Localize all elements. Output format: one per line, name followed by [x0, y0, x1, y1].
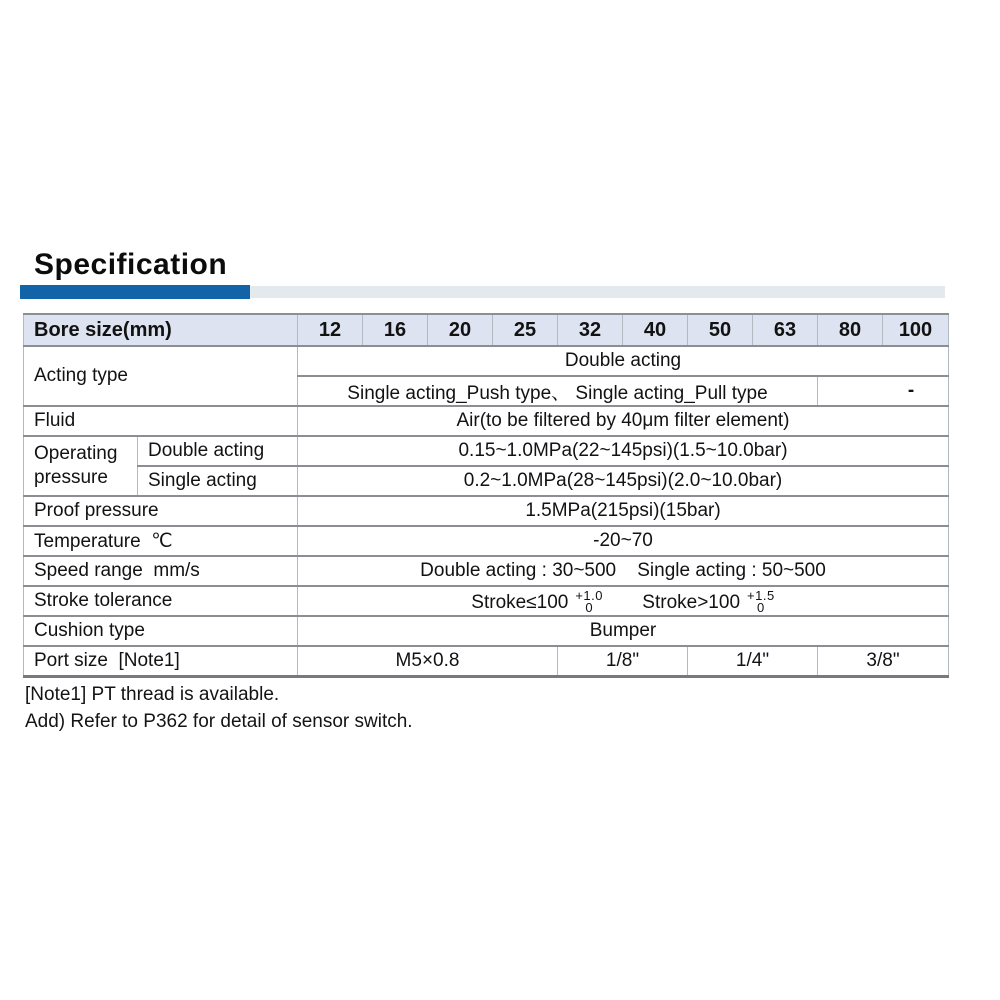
- bore-col-80: 80: [818, 314, 883, 346]
- operating-pressure-single-sublabel: Single acting: [138, 466, 298, 496]
- cushion-type-label: Cushion type: [24, 616, 298, 646]
- port-size-row: [24, 646, 949, 676]
- stroke-tolerance-row: [24, 586, 949, 616]
- acting-type-row-1: [24, 346, 949, 376]
- stroke-tolerance-spec2: [642, 589, 774, 614]
- port-size-value-m5: M5×0.8: [298, 646, 558, 676]
- bore-col-40: 40: [623, 314, 688, 346]
- tolerance-subscript: 0: [757, 599, 765, 615]
- footnote-1: [Note1] PT thread is available.: [25, 684, 280, 705]
- temperature-row: [24, 526, 949, 556]
- speed-range-row: [24, 556, 949, 586]
- title-underline-bar: [20, 286, 945, 298]
- operating-pressure-single-value: 0.2~1.0MPa(28~145psi)(2.0~10.0bar): [298, 466, 949, 496]
- stroke-tolerance-spec2-stack: [747, 589, 775, 614]
- stroke-tolerance-spec1-stack: [575, 589, 603, 614]
- operating-pressure-label: Operating pressure: [24, 436, 138, 496]
- stroke-tolerance-spec1: [471, 589, 603, 614]
- fluid-label: Fluid: [24, 406, 298, 436]
- speed-range-label: Speed range mm/s: [24, 556, 298, 586]
- stroke-tolerance-spec1-text: Stroke≤100: [471, 591, 569, 613]
- acting-type-double-value: Double acting: [298, 346, 949, 376]
- table-header-row: [24, 314, 949, 346]
- stroke-tolerance-label: Stroke tolerance: [24, 586, 298, 616]
- specification-table: [23, 313, 949, 678]
- bore-col-50: 50: [688, 314, 753, 346]
- bore-col-12: 12: [298, 314, 363, 346]
- stroke-tolerance-spec2-text: Stroke>100: [642, 591, 741, 613]
- port-size-value-3-8: 3/8": [818, 646, 949, 676]
- acting-type-single-value: Single acting_Push type、 Single acting_Pull type: [298, 376, 818, 406]
- speed-range-value: Double acting : 30~500 Single acting : 50~500: [298, 556, 949, 586]
- tolerance-subscript: 0: [585, 599, 593, 615]
- bore-size-header: Bore size(mm): [24, 314, 298, 346]
- bore-col-25: 25: [493, 314, 558, 346]
- bore-col-20: 20: [428, 314, 493, 346]
- bore-col-100: 100: [883, 314, 949, 346]
- operating-pressure-double-sublabel: Double acting: [138, 436, 298, 466]
- bore-col-16: 16: [363, 314, 428, 346]
- operating-pressure-row-1: [24, 436, 949, 466]
- tolerance-superscript: +1.5: [747, 587, 775, 603]
- temperature-value: -20~70: [298, 526, 949, 556]
- tolerance-superscript: +1.0: [575, 587, 604, 603]
- proof-pressure-value: 1.5MPa(215psi)(15bar): [298, 496, 949, 526]
- operating-pressure-row-2: [24, 466, 949, 496]
- cushion-type-value: Bumper: [298, 616, 949, 646]
- footnotes: [25, 681, 413, 735]
- port-size-value-1-8: 1/8": [558, 646, 688, 676]
- port-size-label: Port size [Note1]: [24, 646, 298, 676]
- port-size-value-1-4: 1/4": [688, 646, 818, 676]
- stroke-tolerance-value: [298, 586, 949, 616]
- proof-pressure-row: [24, 496, 949, 526]
- title-underline-bar-accent: [20, 285, 250, 299]
- bore-col-32: 32: [558, 314, 623, 346]
- acting-type-unavailable-dash: -: [818, 376, 949, 406]
- proof-pressure-label: Proof pressure: [24, 496, 298, 526]
- footnote-2: Add) Refer to P362 for detail of sensor switch.: [25, 711, 413, 732]
- fluid-row: [24, 406, 949, 436]
- page-title: Specification: [34, 248, 228, 281]
- operating-pressure-double-value: 0.15~1.0MPa(22~145psi)(1.5~10.0bar): [298, 436, 949, 466]
- temperature-label: Temperature ℃: [24, 526, 298, 556]
- bore-col-63: 63: [753, 314, 818, 346]
- fluid-value: Air(to be filtered by 40μm filter element): [298, 406, 949, 436]
- cushion-type-row: [24, 616, 949, 646]
- acting-type-label: Acting type: [24, 346, 298, 406]
